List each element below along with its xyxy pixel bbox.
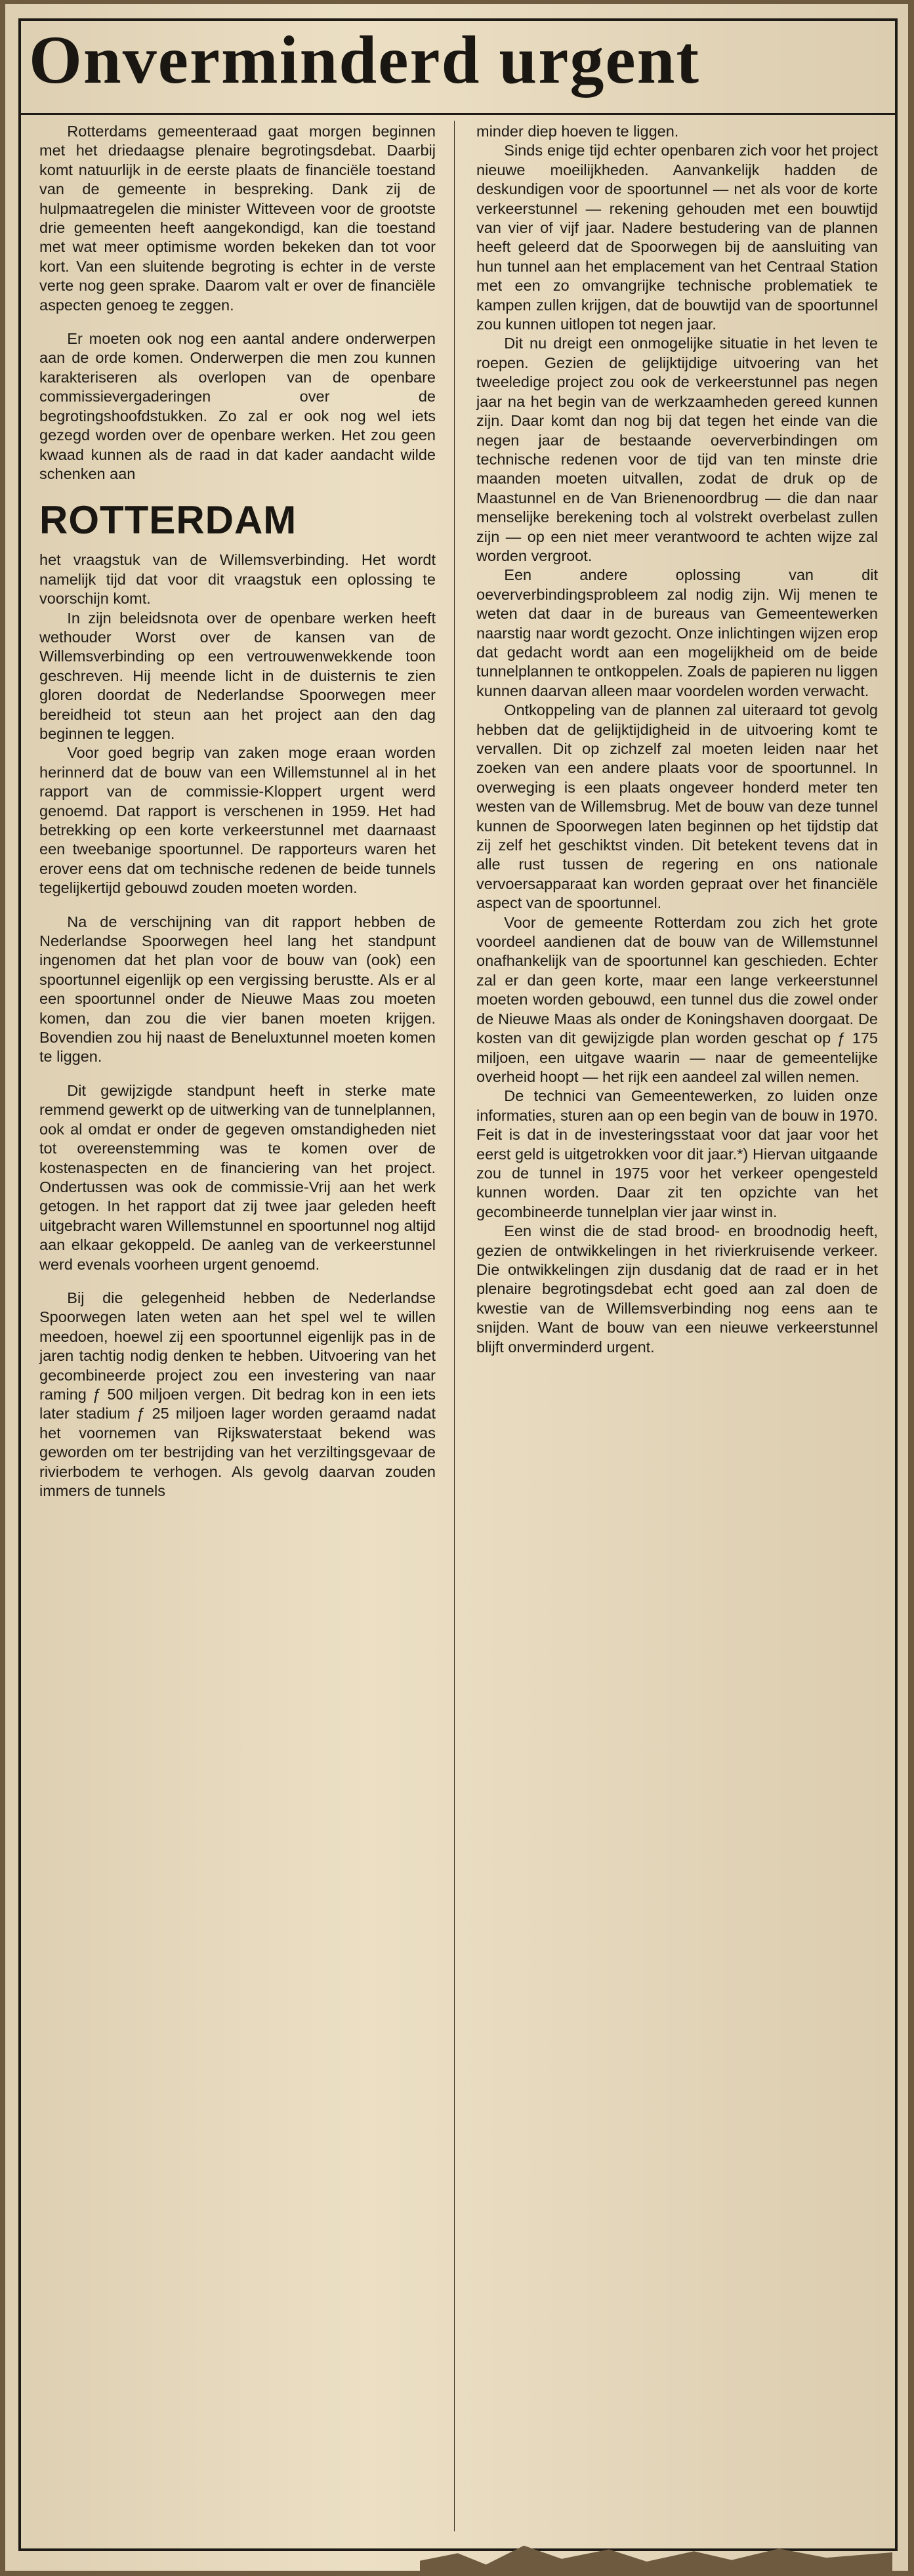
paragraph: Dit gewijzigde standpunt heeft in sterke mate remmend gewerkt op de uitwerking van de tunnelplannen, ook al omdat er onder de gegeven omstandigheden niet tot overeenstemming was te komen over de kostenaspecten en de financiering van het project. Ondertussen was ook de commissie-Vrij aan het werk getogen. In het rapport dat zij twee jaar geleden heeft uitgebracht waren Willemstunnel en spoortunnel nog altijd aan elkaar gekoppeld. De aanleg van de verkeerstunnel werd evenals voorheen urgent genoemd.: [39, 1081, 436, 1273]
paragraph: Voor de gemeente Rotterdam zou zich het grote voordeel aandienen dat de bouw van de Willemstunnel onafhankelijk van de spoortunnel kan geschieden. Echter zal er dan geen korte, maar een lange verkeerstunnel moeten worden gebouwd, een tunnel dus die zowel onder de Nieuwe Maas als onder de Koningshaven doorgaat. De kosten van dit gewijzigde plan worden geschat op ƒ 175 miljoen, een uitgave waarin — naar de gemeentelijke overheid hoopt — het rijk een aandeel zal willen nemen.: [476, 913, 878, 1085]
paragraph: De technici van Gemeentewerken, zo luiden onze informaties, sturen aan op een begin van de bouw in 1970. Feit is dat in de investeringsstaat voor dat jaar voor het eerst geld is uitgetrokken voor dit jaar.*) Hiervan uitgaande zou de tunnel in 1975 voor het verkeer opengesteld kunnen worden. Daar zit ten opzichte van het gecombineerde tunnelplan vier jaar winst in.: [476, 1087, 878, 1220]
paragraph: Ontkoppeling van de plannen zal uiteraard tot gevolg hebben dat de gelijktijdigheid in de uitvoering komt te vervallen. Dit op zichzelf zal moeten leiden naar het zoeken van een andere plaats voor de spoortunnel. In overweging is een plaats ongeveer honderd meter ten westen van de Willemsbrug. Met de bouw van deze tunnel kunnen de Spoorwegen laten beginnen op het tijdstip dat zij zelf het geschiktst vinden. Dit betekent tevens dat in alle rust tussen de regering en ons nationale vervoersapparaat kan worden gepraat over het financiële aspect van de spoortunnel.: [476, 701, 878, 912]
article-headline: Onverminderd urgent: [29, 22, 701, 98]
left-column: [39, 122, 436, 1501]
paragraph: Voor goed begrip van zaken moge eraan worden herinnerd dat de bouw van een Willemstunnel al in het rapport van de commissie-Kloppert urgent werd genoemd. Dat rapport is verschenen in 1959. Het had betrekking op een korte verkeerstunnel met daarnaast een tweebanige spoortunnel. De rapporteurs waren het erover eens dat om technische redenen de beide tunnels tegelijkertijd gebouwd zouden moeten worden.: [39, 744, 436, 897]
paragraph: het vraagstuk van de Willemsverbinding. Het wordt namelijk tijd dat voor dit vraagstuk een oplossing te voorschijn komt.: [39, 551, 436, 608]
headline-rule: [21, 113, 895, 115]
paragraph: In zijn beleidsnota over de openbare werken heeft wethouder Worst over de kansen van de Willemsverbinding op een vertrouwenwekkende toon geschreven. Hij meende licht in de duisternis te zien gloren doordat de Nederlandse Spoorwegen meer bereidheid tot steun aan het project aan den dag beginnen te leggen.: [39, 609, 436, 742]
paragraph: Dit nu dreigt een onmogelijke situatie in het leven te roepen. Gezien de gelijktijdige uitvoering van het tweeledige project zou ook de verkeerstunnel pas negen jaar na het begin van de werkzaamheden gereed kunnen zijn. Daar komt dan nog bij dat tegen het einde van die negen jaar de bestaande oeververbindingen om technische redenen voor de tijd van ten minste drie maanden moeten uitvallen, zodat de druk op de Maastunnel en de Van Brienenoordbrug — die dan naar menselijke berekening toch al volstrekt overbelast zullen zijn — op een niet meer verantwoord te achten wijze zal worden vergroot.: [476, 335, 878, 564]
paragraph: Een winst die de stad brood- en broodnodig heeft, gezien de ontwikkelingen in het rivierkruisende verkeer. Die ontwikkelingen zijn dusdanig dat de raad er in het plenaire begrotingsdebat echt goed aan zal doen de kwestie van de Willemsverbinding nog eens aan te snijden. Want de bouw van een nieuwe verkeerstunnel blijft onverminderd urgent.: [476, 1222, 878, 1356]
paragraph: Rotterdams gemeenteraad gaat morgen beginnen met het driedaagse plenaire begrotingsdebat. Daarbij komt natuurlijk in de eerste plaats de financiële toestand van de gemeente in bespreking. Dank zij de hulpmaatregelen die minister Witteveen voor de grootste drie gemeenten heeft aangekondigd, kan die toestand met wat meer optimisme worden bekeken dan tot voor kort. Van een sluitende begroting is echter in de verste verte nog geen sprake. Daarom valt er over de financiële aspecten genoeg te zeggen.: [39, 123, 436, 314]
section-heading: ROTTERDAM: [39, 498, 297, 543]
right-column: [476, 122, 878, 1357]
paragraph: Sinds enige tijd echter openbaren zich voor het project nieuwe moeilijkheden. Aanvankelijk hadden de deskundigen voor de spoortunnel — net als voor de korte verkeerstunnel — rekening gehouden met een bouwtijd van vier of vijf jaar. Nadere bestudering van de plannen heeft geleerd dat de Spoorwegen bij de aansluiting van hun tunnel aan het emplacement van het Centraal Station met een zo omvangrijke technische problematiek te kampen zullen krijgen, dat de bouwtijd van de spoortunnel zou kunnen uitlopen tot negen jaar.: [476, 142, 878, 333]
column-divider: [454, 121, 455, 2531]
paragraph: Er moeten ook nog een aantal andere onderwerpen aan de orde komen. Onderwerpen die men zou kunnen karakteriseren als overlopen van de openbare commissievergaderingen over de begrotingshoofdstukken. Zo zal er ook nog wel iets gezegd worden over de openbare werken. Het zou geen kwaad kunnen als de raad in dat kader aandacht wilde schenken aan: [39, 330, 436, 482]
paragraph: minder diep hoeven te liggen.: [476, 123, 679, 140]
paragraph: Na de verschijning van dit rapport hebben de Nederlandse Spoorwegen heel lang het standpunt ingenomen dat het plan voor de bouw van (ook) een spoortunnel eigenlijk op een vergissing berustte. Als er al een spoortunnel onder de Nieuwe Maas zou moeten komen, dan zou die vier banen moeten krijgen. Bovendien zou hij naast de Beneluxtunnel moeten komen te liggen.: [39, 913, 436, 1066]
paragraph: Een andere oplossing van dit oeververbindingsprobleem zal nodig zijn. Wij menen te weten dat daar in de bureaus van Gemeentewerken naarstig naar wordt gezocht. Onze inlichtingen wijzen erop dat gedacht wordt aan een mogelijkheid om de beide tunnelplannen te ontkoppelen. Zoals de papieren nu liggen kunnen daarvan alleen maar voordelen worden verwacht.: [476, 566, 878, 699]
newspaper-clipping: [5, 4, 908, 2571]
paragraph: Bij die gelegenheid hebben de Nederlandse Spoorwegen laten weten aan het spel wel te willen meedoen, hoewel zij een spoortunnel eigenlijk pas in de jaren tachtig nodig denken te hebben. Uitvoering van het gecombineerde project zou een investering van naar raming ƒ 500 miljoen vergen. Dit bedrag kon in een iets later stadium ƒ 25 miljoen lager worden geraamd nadat het voornemen van Rijkswaterstaat bekend was geworden om ter bestrijding van het verziltingsgevaar de rivierbodem te verhogen. Als gevolg daarvan zouden immers de tunnels: [39, 1289, 436, 1499]
